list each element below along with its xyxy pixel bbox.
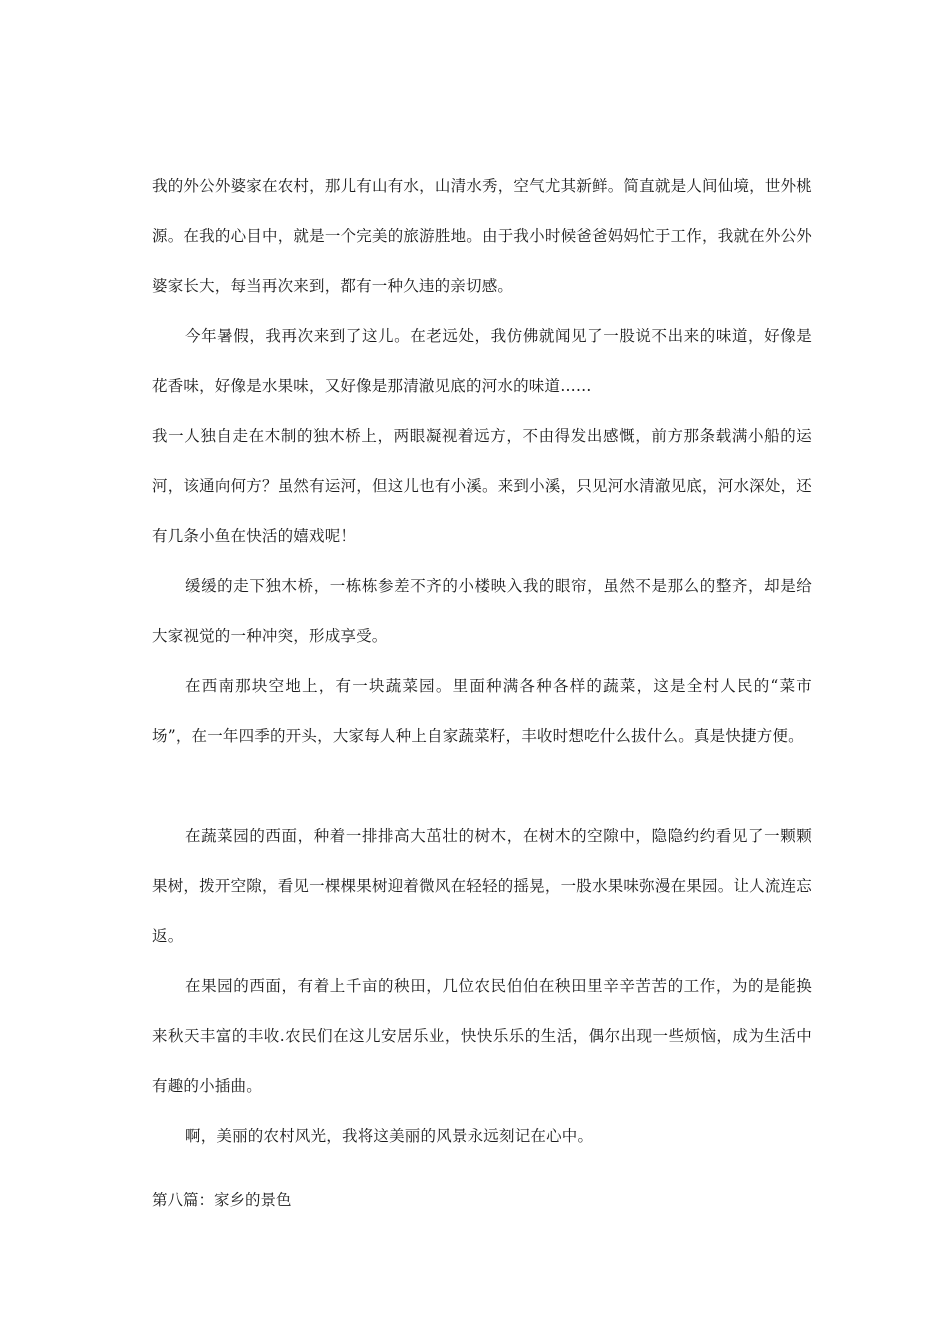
- next-section-title: 第八篇：家乡的景色: [152, 1191, 292, 1209]
- paragraph-3: 我一人独自走在木制的独木桥上，两眼凝视着远方，不由得发出感慨，前方那条载满小船的运河，该通向何方？虽然有运河，但这儿也有小溪。来到小溪，只见河水清澈见底，河水深处，还有几条小鱼在快活的嬉戏呢！: [152, 427, 812, 545]
- paragraph-8: 啊，美丽的农村风光，我将这美丽的风景永远刻记在心中。: [185, 1127, 594, 1145]
- paragraph-4: 缓缓的走下独木桥，一栋栋参差不齐的小楼映入我的眼帘，虽然不是那么的整齐，却是给大家视觉的一种冲突，形成享受。: [152, 577, 812, 645]
- paragraph-7: 在果园的西面，有着上千亩的秧田，几位农民伯伯在秧田里辛辛苦苦的工作，为的是能换来秋天丰富的丰收.农民们在这儿安居乐业，快快乐乐的生活，偶尔出现一些烦恼，成为生活中有趣的小插曲。: [152, 977, 812, 1095]
- paragraph-1: 我的外公外婆家在农村，那儿有山有水，山清水秀，空气尤其新鲜。简直就是人间仙境，世外桃源。在我的心目中，就是一个完美的旅游胜地。由于我小时候爸爸妈妈忙于工作，我就在外公外婆家长大，每当再次来到，都有一种久违的亲切感。: [152, 177, 812, 295]
- paragraph-6: 在蔬菜园的西面，种着一排排高大茁壮的树木，在树木的空隙中，隐隐约约看见了一颗颗果树，拨开空隙，看见一棵棵果树迎着微风在轻轻的摇晃，一股水果味弥漫在果园。让人流连忘返。: [152, 827, 812, 945]
- paragraph-2: 今年暑假，我再次来到了这儿。在老远处，我仿佛就闻见了一股说不出来的味道，好像是花香味，好像是水果味，又好像是那清澈见底的河水的味道……: [152, 327, 812, 395]
- paragraph-5: 在西南那块空地上，有一块蔬菜园。里面种满各种各样的蔬菜，这是全村人民的“菜市场”，在一年四季的开头，大家每人种上自家蔬菜籽，丰收时想吃什么拔什么。真是快捷方便。: [152, 677, 812, 745]
